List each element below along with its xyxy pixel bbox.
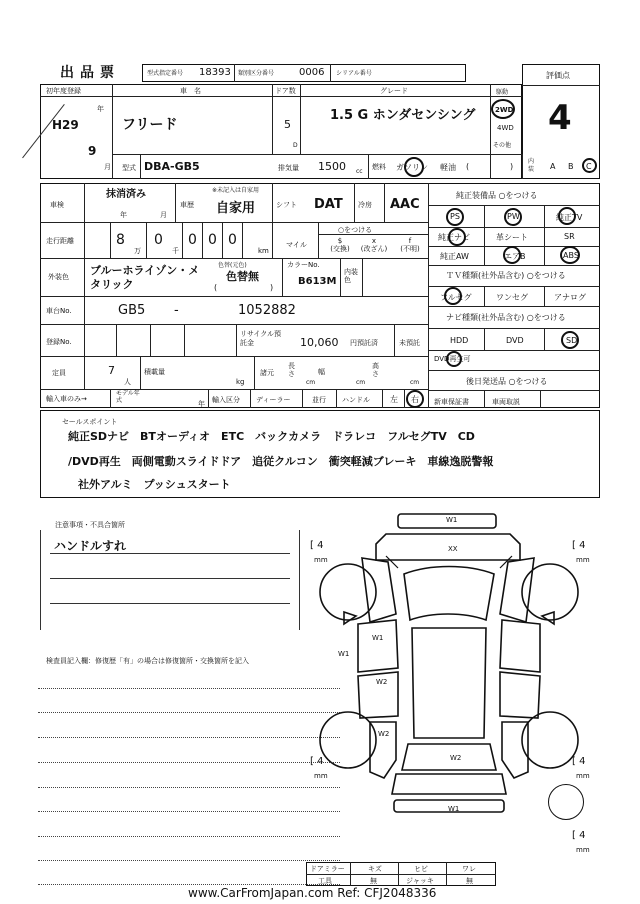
footer-watermark: www.CarFromJapan.com Ref: CFJ2048336 bbox=[188, 886, 437, 900]
displacement-value: 1500 bbox=[318, 160, 346, 173]
sales-point-line-1: 純正SDナビ BTオーディオ ETC バックカメラ ドラレコ フルセグTV CD bbox=[68, 430, 475, 443]
damage-header-mirror: ドアミラー bbox=[310, 865, 345, 873]
width-unit: cm bbox=[356, 379, 366, 386]
sales-point-line-2: /DVD再生 両側電動スライドドア 追従クルコン 衝突軽減ブレーキ 車線逸脱警報 bbox=[68, 455, 494, 468]
handle-right[interactable]: 右 bbox=[411, 395, 419, 404]
length-unit: cm bbox=[306, 379, 316, 386]
equip-abs-circle bbox=[560, 246, 580, 264]
mileage-sen: 千 bbox=[172, 247, 179, 255]
load-unit: kg bbox=[236, 378, 245, 386]
inspector-line-6 bbox=[38, 811, 340, 812]
mileage-digit-1: 8 bbox=[116, 232, 125, 248]
meter-circle-note: ○をつける bbox=[338, 226, 373, 234]
spare-tire-icon bbox=[548, 784, 584, 820]
displacement-label: 排気量 bbox=[278, 164, 299, 172]
notes-line-3 bbox=[50, 603, 290, 604]
damage-value-2: ジャッキ bbox=[406, 877, 434, 885]
equip-sr[interactable]: SR bbox=[564, 232, 575, 241]
use-label: 車歴 bbox=[180, 201, 194, 209]
equip-tv-circle bbox=[558, 207, 576, 225]
interior-grade-c[interactable]: C bbox=[586, 162, 592, 171]
equip-pw-circle bbox=[504, 208, 522, 226]
car-name: フリード bbox=[122, 117, 178, 133]
navi-dvd[interactable]: DVD bbox=[506, 336, 524, 345]
notes-text: ハンドルすれ bbox=[54, 539, 127, 553]
use-value: 自家用 bbox=[216, 201, 256, 216]
equip-airbag[interactable]: エアB bbox=[504, 252, 526, 261]
navi-hdd[interactable]: HDD bbox=[450, 336, 469, 345]
equip-abs[interactable]: ABS bbox=[563, 251, 579, 260]
notes-line-2 bbox=[50, 578, 290, 579]
capacity-value: 7 bbox=[108, 364, 115, 377]
fuel-paren-close: ) bbox=[510, 162, 514, 171]
drive-other[interactable]: その他 bbox=[493, 142, 512, 149]
inspection-year-suffix: 年 bbox=[120, 211, 127, 219]
import-dealer[interactable]: ディーラー bbox=[256, 396, 291, 404]
sales-point-line-3: 社外アルミ プッシュスタート bbox=[78, 478, 231, 491]
first-reg-era: H29 bbox=[52, 118, 79, 132]
handle-left[interactable]: 左 bbox=[390, 395, 398, 404]
dims-label: 諸元 bbox=[260, 369, 274, 377]
diagram-mark-left-quarter: W2 bbox=[378, 730, 390, 738]
equip-aw[interactable]: 純正AW bbox=[440, 252, 469, 261]
damage-row-label: 工具 bbox=[318, 877, 332, 885]
recycle-unpaid: 未預託 bbox=[399, 339, 420, 347]
notes-label: 注意事項・不具合箇所 bbox=[55, 521, 125, 529]
equip-airbag-circle bbox=[503, 246, 521, 264]
inspector-line-7 bbox=[38, 836, 340, 837]
drive-2wd[interactable]: 2WD bbox=[495, 106, 514, 114]
handle-label: ハンドル bbox=[342, 396, 370, 404]
doors-suffix: D bbox=[293, 142, 298, 149]
drive-2wd-circle bbox=[491, 99, 515, 119]
post-title: 後日発送品 ○をつける bbox=[466, 377, 548, 386]
diagram-mark-hood: XX bbox=[448, 545, 458, 553]
equip-pw[interactable]: PW bbox=[507, 212, 520, 221]
repaint-paren-close: ) bbox=[270, 283, 274, 292]
model-cert-value: 18393 bbox=[199, 67, 231, 78]
import-type-label: 輸入区分 bbox=[212, 396, 240, 404]
tv-title: ＴＶ種類(社外品含む) ○をつける bbox=[446, 271, 566, 280]
first-reg-month: 9 bbox=[88, 144, 97, 158]
ac-value: AAC bbox=[390, 197, 420, 212]
width-label: 幅 bbox=[318, 368, 325, 376]
dvd-play[interactable]: DVD再生可 bbox=[434, 355, 471, 363]
tread-front-left: [ 4 bbox=[310, 540, 324, 551]
tread-spare-unit: mm bbox=[576, 846, 590, 854]
recycle-value: 10,060 bbox=[300, 336, 339, 349]
model-year-suffix: 年 bbox=[198, 400, 205, 408]
chassis-label: 車台No. bbox=[46, 307, 72, 315]
tv-oneseg[interactable]: ワンセグ bbox=[496, 293, 528, 302]
registration-label: 登録No. bbox=[46, 338, 72, 346]
mileage-unit: km bbox=[258, 247, 269, 255]
diagram-mark-rear-bumper: W1 bbox=[448, 805, 460, 813]
tread-rear-left: [ 4 bbox=[310, 756, 324, 767]
tread-front-right: [ 4 bbox=[572, 540, 586, 551]
import-parallel[interactable]: 並行 bbox=[312, 396, 326, 404]
chassis-dash: - bbox=[174, 303, 179, 318]
mileage-digit-2: 0 bbox=[154, 232, 163, 248]
meter-option-tampered[interactable]: x (改ざん) bbox=[360, 237, 388, 253]
damage-header-crack: ヒビ bbox=[414, 865, 428, 873]
first-reg-label: 初年度登録 bbox=[46, 87, 81, 95]
fuel-paren-open: ( bbox=[466, 162, 470, 171]
sales-points-label: セールスポイント bbox=[62, 418, 118, 426]
inspector-line-2 bbox=[38, 712, 340, 713]
ac-label: 冷房 bbox=[358, 201, 372, 209]
serial-label: シリアル番号 bbox=[336, 70, 372, 77]
equipment-title: 純正装備品 ○をつける bbox=[456, 191, 538, 200]
car-name-label: 車 名 bbox=[180, 87, 201, 95]
grade-label: グレード bbox=[380, 87, 408, 95]
model-label: 型式 bbox=[122, 164, 136, 172]
load-label: 積載量 bbox=[144, 368, 165, 376]
tread-rear-right-unit: mm bbox=[576, 772, 590, 780]
shift-value: DAT bbox=[314, 197, 343, 212]
interior-label: 内装 bbox=[528, 158, 535, 173]
score-value: 4 bbox=[548, 98, 572, 138]
doors-label: ドア数 bbox=[275, 87, 296, 95]
equip-navi-circle bbox=[448, 228, 466, 246]
diagram-mark-left-fender: W1 bbox=[372, 634, 384, 642]
mileage-label: 走行距離 bbox=[46, 237, 74, 245]
fuel-gasoline-circle bbox=[404, 157, 424, 177]
model-cert-label: 型式指定番号 bbox=[147, 70, 184, 77]
repaint-label: 色替(元色) bbox=[218, 262, 247, 269]
tread-front-left-unit: mm bbox=[314, 556, 328, 564]
fuel-diesel[interactable]: 軽油 bbox=[440, 163, 456, 172]
fuel-gasoline[interactable]: ガソリン bbox=[396, 163, 428, 172]
dvd-play-circle bbox=[446, 351, 462, 367]
color-no-label: カラーNo. bbox=[287, 261, 320, 269]
interior-grade-b[interactable]: B bbox=[568, 162, 574, 171]
tread-front-right-unit: mm bbox=[576, 556, 590, 564]
diagram-mark-left-front-door: W1 bbox=[338, 650, 350, 658]
chassis-number: 1052882 bbox=[238, 303, 296, 318]
tv-fullseg[interactable]: フルセグ bbox=[440, 293, 472, 302]
inspector-line-8 bbox=[38, 860, 340, 861]
navi-sd[interactable]: SD bbox=[566, 336, 578, 345]
inspector-line-9 bbox=[38, 884, 340, 885]
grade-value: 1.5 G ホンダセンシング bbox=[330, 108, 476, 123]
document-title: 出品票 bbox=[60, 65, 120, 81]
inspector-label: 検査員記入欄：修復歴「有」の場合は修復箇所・交換箇所を記入 bbox=[46, 657, 249, 665]
recycle-suffix: 円預託済 bbox=[350, 339, 378, 347]
drive-4wd[interactable]: 4WD bbox=[497, 124, 514, 132]
meter-option-unknown[interactable]: f (不明) bbox=[400, 237, 420, 253]
meter-option-exchange[interactable]: $ (交換) bbox=[330, 237, 350, 253]
interior-color-label: 内装色 bbox=[344, 268, 358, 284]
repaint-paren-open: ( bbox=[214, 283, 218, 292]
recycle-label: リサイクル預託金 bbox=[240, 330, 282, 347]
post-manual[interactable]: 車両取説 bbox=[492, 398, 520, 406]
notes-line-1 bbox=[50, 553, 290, 554]
inspector-line-5 bbox=[38, 787, 340, 788]
mile-label: マイル bbox=[286, 241, 307, 249]
import-label: 輸入車のみ→ bbox=[46, 395, 87, 403]
height-unit: cm bbox=[410, 379, 420, 386]
equip-ps[interactable]: PS bbox=[450, 212, 460, 221]
diagram-mark-front-bumper: W1 bbox=[446, 516, 458, 524]
interior-grade-c-circle bbox=[582, 158, 597, 173]
shift-label: シフト bbox=[276, 201, 297, 209]
tread-spare: [ 4 bbox=[572, 830, 586, 841]
equip-navi[interactable]: 純正ナビ bbox=[438, 233, 470, 242]
doors-value: 5 bbox=[284, 118, 291, 131]
tread-rear-right: [ 4 bbox=[572, 756, 586, 767]
drive-label: 駆動 bbox=[496, 89, 509, 96]
first-reg-month-suffix: 月 bbox=[104, 163, 111, 171]
post-warranty[interactable]: 新車保証書 bbox=[434, 398, 469, 406]
class-label: 類別区分番号 bbox=[238, 70, 275, 77]
displacement-unit: cc bbox=[356, 168, 363, 175]
fuel-label: 燃料 bbox=[372, 163, 386, 171]
repaint-value: 色替無 bbox=[226, 270, 259, 283]
inspection-label: 車検 bbox=[50, 201, 64, 209]
navi-title: ナビ種類(社外品含む) ○をつける bbox=[446, 313, 566, 322]
damage-value-1: 無 bbox=[370, 877, 377, 885]
handle-right-circle bbox=[406, 390, 424, 408]
color-value: ブルーホライゾン・メタリック bbox=[90, 264, 200, 291]
length-label: 長さ bbox=[288, 362, 295, 378]
mileage-man: 万 bbox=[134, 247, 141, 255]
inspection-month-suffix: 月 bbox=[160, 211, 167, 219]
damage-header-scratch: キズ bbox=[368, 865, 382, 873]
inspector-line-4 bbox=[38, 762, 340, 763]
mileage-digit-3: 0 bbox=[188, 232, 197, 248]
height-label: 高さ bbox=[372, 362, 379, 378]
equip-leather[interactable]: 革シート bbox=[496, 233, 528, 242]
model-value: DBA-GB5 bbox=[144, 160, 200, 173]
model-year-label: モデル年式 bbox=[116, 390, 140, 404]
tread-rear-left-unit: mm bbox=[314, 772, 328, 780]
inspection-value: 抹消済み bbox=[106, 189, 146, 200]
color-no-value: B613M bbox=[298, 276, 337, 287]
diagram-mark-left-rear-door: W2 bbox=[376, 678, 388, 686]
inspection-note: ※未記入は自家用 bbox=[212, 187, 260, 194]
capacity-unit: 人 bbox=[124, 378, 131, 386]
tv-fullseg-circle bbox=[444, 287, 462, 305]
equip-tv[interactable]: 純正TV bbox=[556, 213, 583, 222]
diagram-mark-rear-hatch: W2 bbox=[450, 754, 462, 762]
chassis-prefix: GB5 bbox=[118, 303, 146, 318]
mileage-digit-5: 0 bbox=[228, 232, 237, 248]
tv-analog[interactable]: アナログ bbox=[554, 293, 586, 302]
interior-grade-a[interactable]: A bbox=[550, 162, 556, 171]
capacity-label: 定員 bbox=[52, 369, 66, 377]
inspector-line-3 bbox=[38, 737, 340, 738]
damage-value-3: 無 bbox=[466, 877, 473, 885]
mileage-digit-4: 0 bbox=[208, 232, 217, 248]
equip-ps-circle bbox=[446, 208, 464, 226]
navi-sd-circle bbox=[561, 331, 579, 349]
first-reg-year-suffix: 年 bbox=[97, 105, 104, 113]
inspector-line-1 bbox=[38, 688, 340, 689]
class-value: 0006 bbox=[299, 67, 325, 78]
color-label: 外装色 bbox=[48, 273, 69, 281]
damage-header-break: ワレ bbox=[462, 865, 476, 873]
score-label: 評価点 bbox=[546, 71, 570, 80]
